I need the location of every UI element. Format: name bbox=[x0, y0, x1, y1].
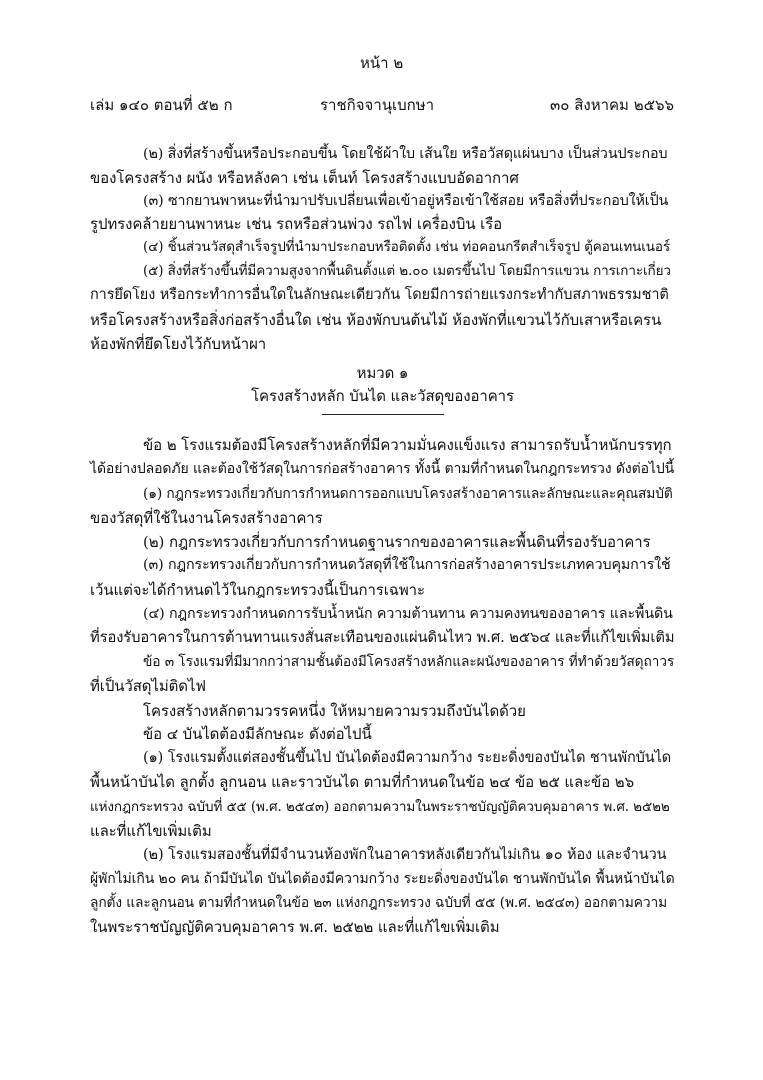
body-line: ลูกตั้ง และลูกนอน ตามที่กำหนดในข้อ ๒๓ แห่งกฎกระทรวง ฉบับที่ ๕๕ (พ.ศ. ๒๕๔๓) ออกตามความ bbox=[90, 895, 668, 911]
body-line: ข้อ ๓ โรงแรมที่มีมากกว่าสามชั้นต้องมีโครงสร้างหลักและผนังของอาคาร ที่ทำด้วยวัสดุถาวร bbox=[143, 654, 675, 670]
body-line: โครงสร้างหลักตามวรรคหนึ่ง ให้หมายความรวมถึงบันไดด้วย bbox=[143, 702, 526, 720]
publication-date: ๓๐ สิงหาคม ๒๕๖๖ bbox=[550, 96, 674, 114]
body-line: ได้อย่างปลอดภัย และต้องใช้วัสดุในการก่อสร้างอาคาร ทั้งนี้ ตามที่กำหนดในกฎกระทรวง ดังต่อไปนี้ bbox=[90, 461, 675, 477]
volume-issue: เล่ม ๑๔๐ ตอนที่ ๕๒ ก bbox=[90, 96, 233, 114]
body-line: (๕) สิ่งที่สร้างขึ้นที่มีความสูงจากพื้นดินตั้งแต่ ๒.๐๐ เมตรขึ้นไป โดยมีการแขวน การเกาะเกี่ยว bbox=[143, 263, 671, 279]
chapter-title: โครงสร้างหลัก บันได และวัสดุของอาคาร bbox=[251, 387, 514, 405]
body-line: (๓) ซากยานพาหนะที่นำมาปรับเปลี่ยนเพื่อเข้าอยู่หรือเข้าใช้สอย หรือสิ่งที่ประกอบให้เป็น bbox=[143, 193, 669, 209]
body-line: ห้องพักที่ยึดโยงไว้กับหน้าผา bbox=[90, 335, 267, 353]
body-line: ในพระราชบัญญัติควบคุมอาคาร พ.ศ. ๒๕๒๒ และที่แก้ไขเพิ่มเติม bbox=[90, 918, 500, 936]
body-line: หรือโครงสร้างหรือสิ่งก่อสร้างอื่นใด เช่น ห้องพักบนต้นไม้ ห้องพักที่แขวนไว้กับเสาหรือเครน bbox=[90, 311, 662, 329]
gazette-name: ราชกิจจานุเบกษา bbox=[320, 96, 435, 114]
chapter-number: หมวด ๑ bbox=[356, 364, 409, 382]
body-line: ของวัสดุที่ใช้ในงานโครงสร้างอาคาร bbox=[90, 509, 323, 527]
body-line: (๒) กฎกระทรวงเกี่ยวกับการกำหนดฐานรากของอาคารและพื้นดินที่รองรับอาคาร bbox=[143, 533, 651, 551]
body-line: (๒) สิ่งที่สร้างขึ้นหรือประกอบขึ้น โดยใช้ผ้าใบ เส้นใย หรือวัสดุแผ่นบาง เป็นส่วนประกอบ bbox=[143, 146, 668, 162]
body-line: (๑) กฎกระทรวงเกี่ยวกับการกำหนดการออกแบบโครงสร้างอาคารและลักษณะและคุณสมบัติ bbox=[143, 486, 673, 502]
body-line: แห่งกฎกระทรวง ฉบับที่ ๕๕ (พ.ศ. ๒๕๔๓) ออกตามความในพระราชบัญญัติควบคุมอาคาร พ.ศ. ๒๕๒๒ bbox=[90, 799, 670, 815]
page-number: หน้า ๒ bbox=[360, 54, 404, 72]
body-line: ที่รองรับอาคารในการต้านทานแรงสั่นสะเทือนของแผ่นดินไหว พ.ศ. ๒๕๖๔ และที่แก้ไขเพิ่มเติม bbox=[90, 629, 675, 646]
body-line: ผู้พักไม่เกิน ๒๐ คน ถ้ามีบันได บันไดต้องมีความกว้าง ระยะดิ่งของบันได ชานพักบันได พื้นหน้าบันได bbox=[90, 871, 675, 887]
body-line: ข้อ ๒ โรงแรมต้องมีโครงสร้างหลักที่มีความมั่นคงแข็งแรง สามารถรับน้ำหนักบรรทุก bbox=[143, 436, 672, 454]
body-line: ของโครงสร้าง ผนัง หรือหลังคา เช่น เต็นท์ โครงสร้างแบบอัดอากาศ bbox=[90, 169, 519, 187]
body-line: (๔) กฎกระทรวงกำหนดการรับน้ำหนัก ความต้านทาน ความคงทนของอาคาร และพื้นดิน bbox=[143, 606, 673, 622]
body-line: การยึดโยง หรือกระทำการอื่นใดในลักษณะเดียวกัน โดยมีการถ่ายแรงกระทำกับสภาพธรรมชาติ bbox=[90, 287, 669, 303]
body-line: ที่เป็นวัสดุไม่ติดไฟ bbox=[90, 677, 206, 695]
body-line: ข้อ ๔ บันไดต้องมีลักษณะ ดังต่อไปนี้ bbox=[143, 725, 372, 743]
body-line: (๒) โรงแรมสองชั้นที่มีจำนวนห้องพักในอาคารหลังเดียวกันไม่เกิน ๑๐ ห้อง และจำนวน bbox=[143, 847, 667, 863]
body-line: รูปทรงคล้ายยานพาหนะ เช่น รถหรือส่วนพ่วง รถไฟ เครื่องบิน เรือ bbox=[90, 215, 503, 233]
body-line: เว้นแต่จะได้กำหนดไว้ในกฎกระทรวงนี้เป็นการเฉพาะ bbox=[90, 581, 425, 599]
body-line: (๓) กฎกระทรวงเกี่ยวกับการกำหนดวัสดุที่ใช้ในการก่อสร้างอาคารประเภทควบคุมการใช้ bbox=[143, 557, 671, 573]
chapter-divider bbox=[322, 414, 444, 415]
body-line: (๔) ชิ้นส่วนวัสดุสำเร็จรูปที่นำมาประกอบหรือติดตั้ง เช่น ท่อคอนกรีตสำเร็จรูป ตู้คอนเทนเนอร์ bbox=[143, 239, 671, 255]
body-line: และที่แก้ไขเพิ่มเติม bbox=[90, 822, 212, 840]
body-line: พื้นหน้าบันได ลูกตั้ง ลูกนอน และราวบันได ตามที่กำหนดในข้อ ๒๔ ข้อ ๒๕ และข้อ ๒๖ bbox=[90, 773, 634, 791]
body-line: (๑) โรงแรมตั้งแต่สองชั้นขึ้นไป บันไดต้องมีความกว้าง ระยะดิ่งของบันได ชานพักบันได bbox=[143, 750, 672, 766]
